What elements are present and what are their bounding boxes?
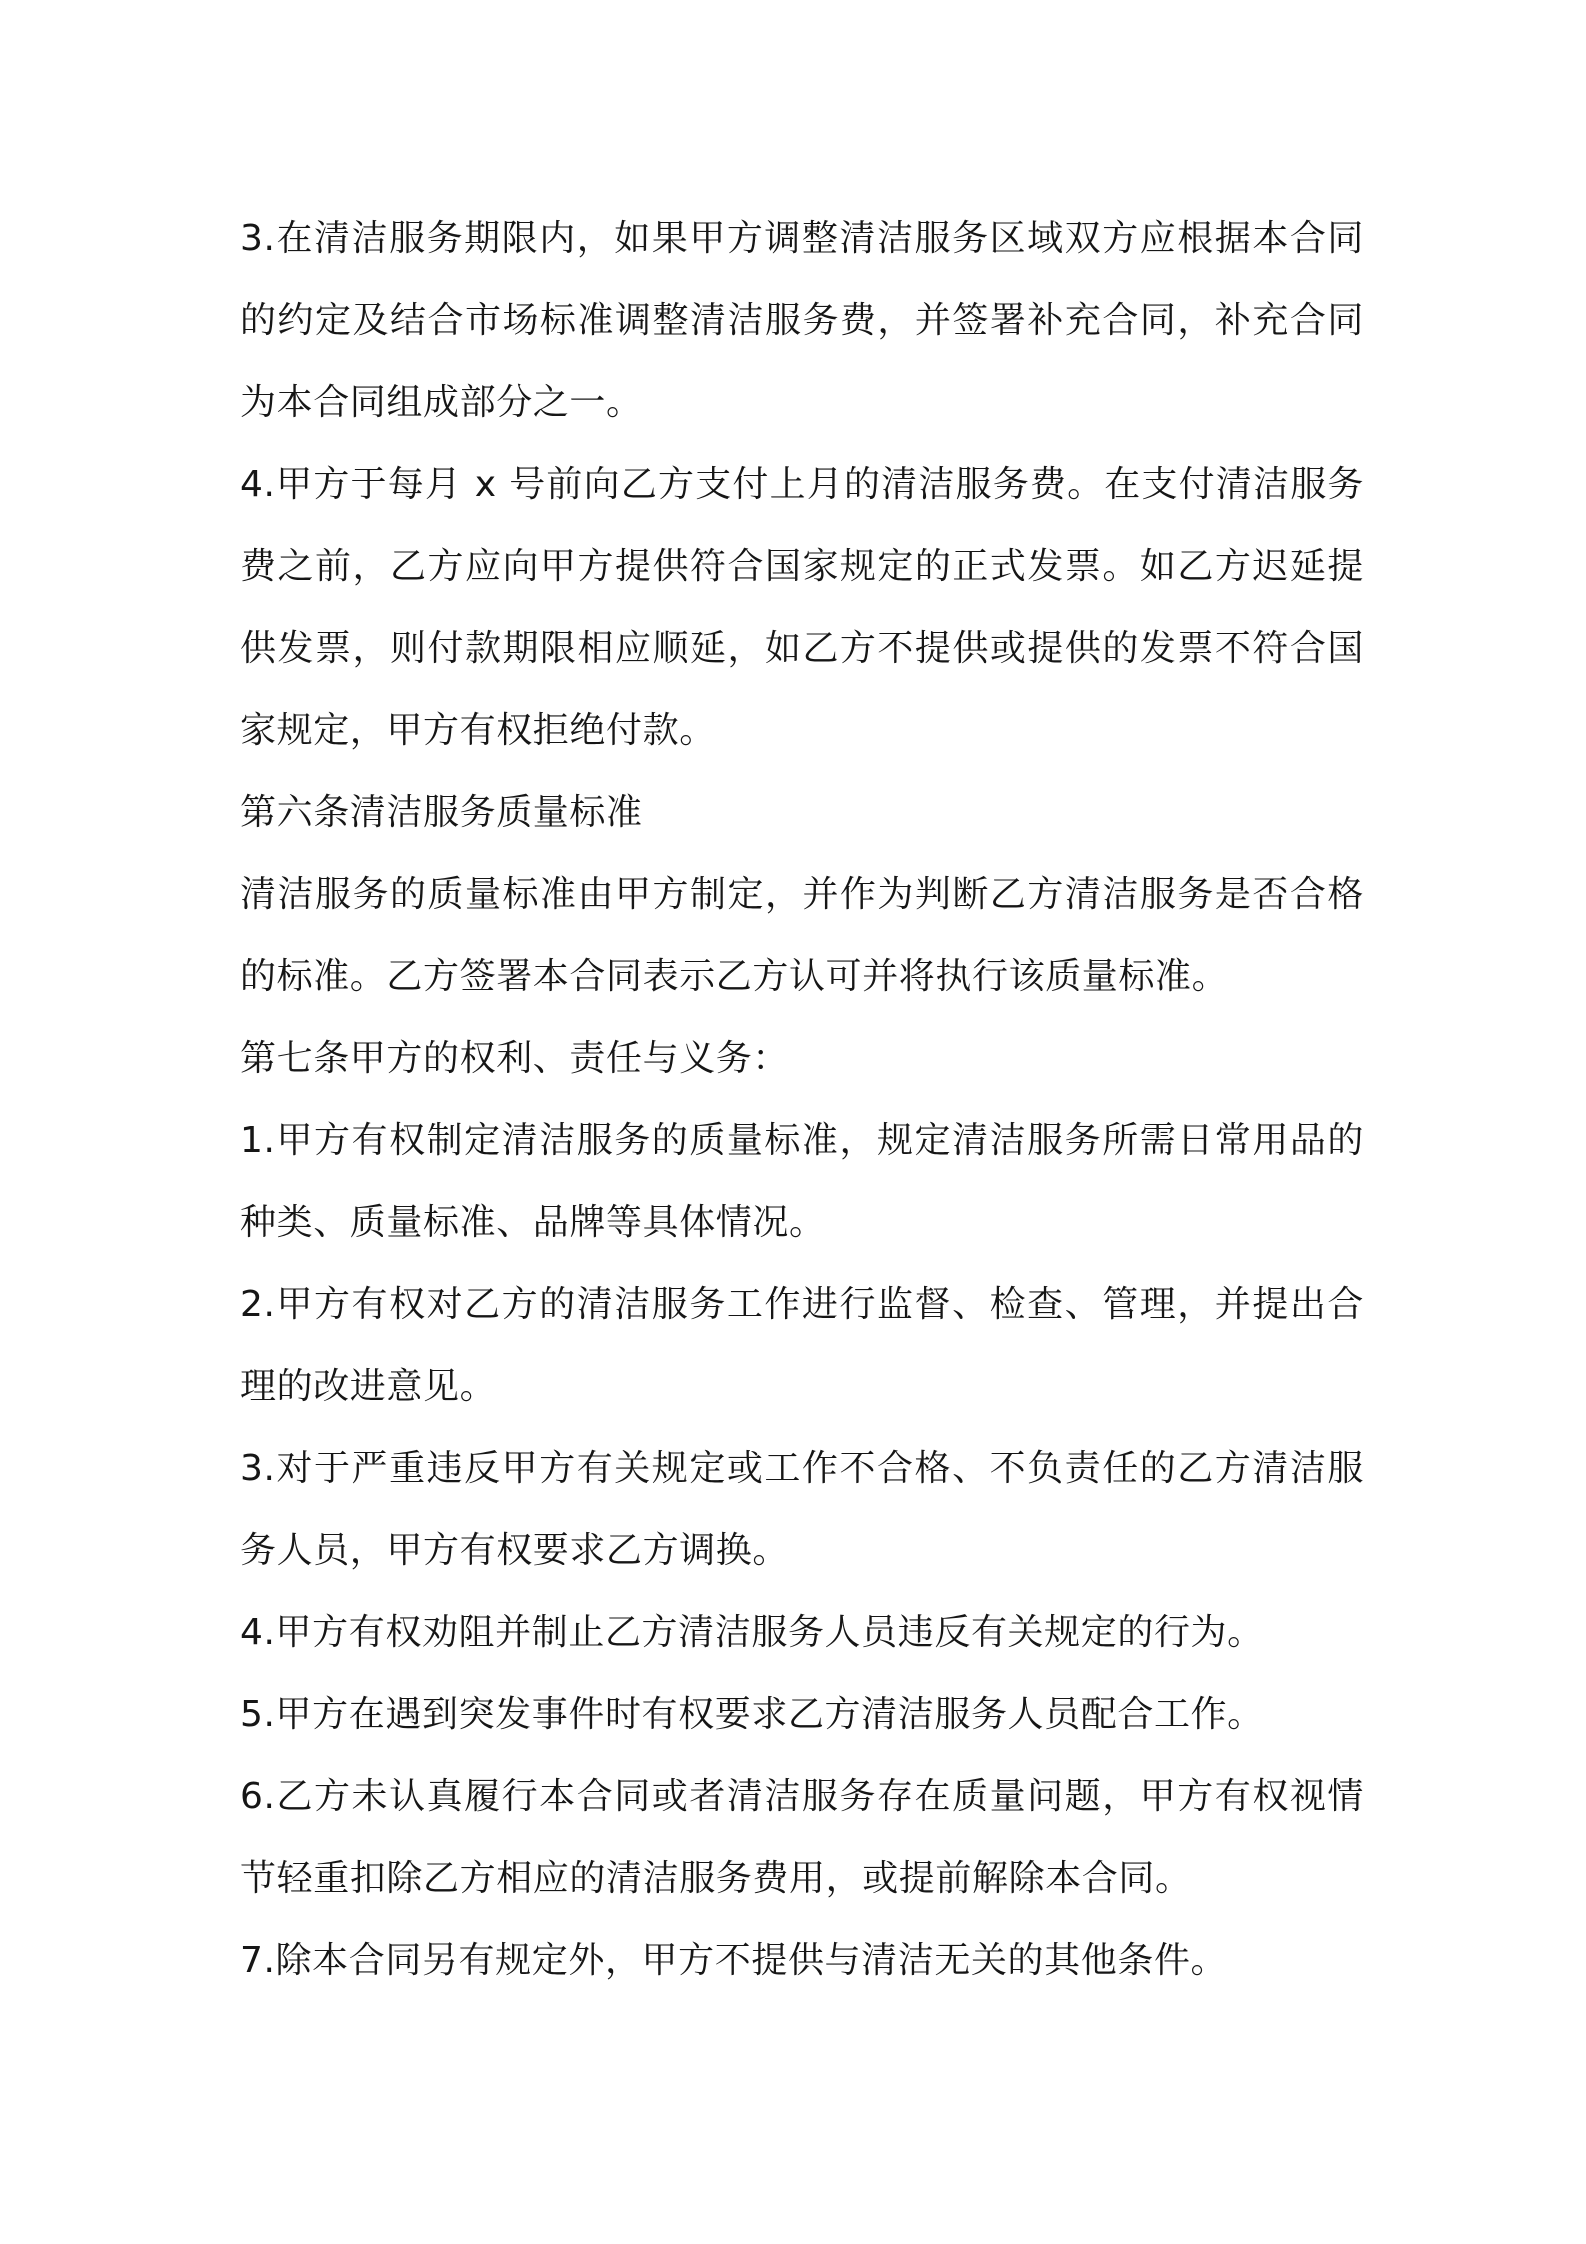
paragraph-clause-7-3: 3.对于严重违反甲方有关规定或工作不合格、不负责任的乙方清洁服务人员，甲方有权要求乙方调换。 — [240, 1448, 1364, 1571]
paragraph-clause-7-7: 7.除本合同另有规定外，甲方不提供与清洁无关的其他条件。 — [240, 1940, 1228, 1981]
paragraph-clause-7-1: 1.甲方有权制定清洁服务的质量标准，规定清洁服务所需日常用品的种类、质量标准、品牌等具体情况。 — [240, 1120, 1364, 1243]
paragraph-clause-7-4: 4.甲方有权劝阻并制止乙方清洁服务人员违反有关规定的行为。 — [240, 1612, 1264, 1653]
paragraph-clause-7-5: 5.甲方在遇到突发事件时有权要求乙方清洁服务人员配合工作。 — [240, 1694, 1264, 1735]
paragraph-quality-standard: 清洁服务的质量标准由甲方制定，并作为判断乙方清洁服务是否合格的标准。乙方签署本合同表示乙方认可并将执行该质量标准。 — [240, 874, 1364, 997]
paragraph-clause-7-2: 2.甲方有权对乙方的清洁服务工作进行监督、检查、管理，并提出合理的改进意见。 — [240, 1284, 1364, 1407]
paragraph-clause-5-3: 3.在清洁服务期限内，如果甲方调整清洁服务区域双方应根据本合同的约定及结合市场标准调整清洁服务费，并签署补充合同，补充合同为本合同组成部分之一。 — [240, 218, 1364, 423]
section-heading-article-7: 第七条甲方的权利、责任与义务： — [240, 1038, 790, 1079]
paragraph-clause-5-4: 4.甲方于每月 x 号前向乙方支付上月的清洁服务费。在支付清洁服务费之前，乙方应向甲方提供符合国家规定的正式发票。如乙方迟延提供发票，则付款期限相应顺延，如乙方不提供或提供的发票不符合国家规定，甲方有权拒绝付款。 — [240, 464, 1364, 751]
paragraph-clause-7-6: 6.乙方未认真履行本合同或者清洁服务存在质量问题，甲方有权视情节轻重扣除乙方相应的清洁服务费用，或提前解除本合同。 — [240, 1776, 1364, 1899]
document-body — [240, 198, 1364, 2002]
section-heading-article-6: 第六条清洁服务质量标准 — [240, 792, 643, 833]
